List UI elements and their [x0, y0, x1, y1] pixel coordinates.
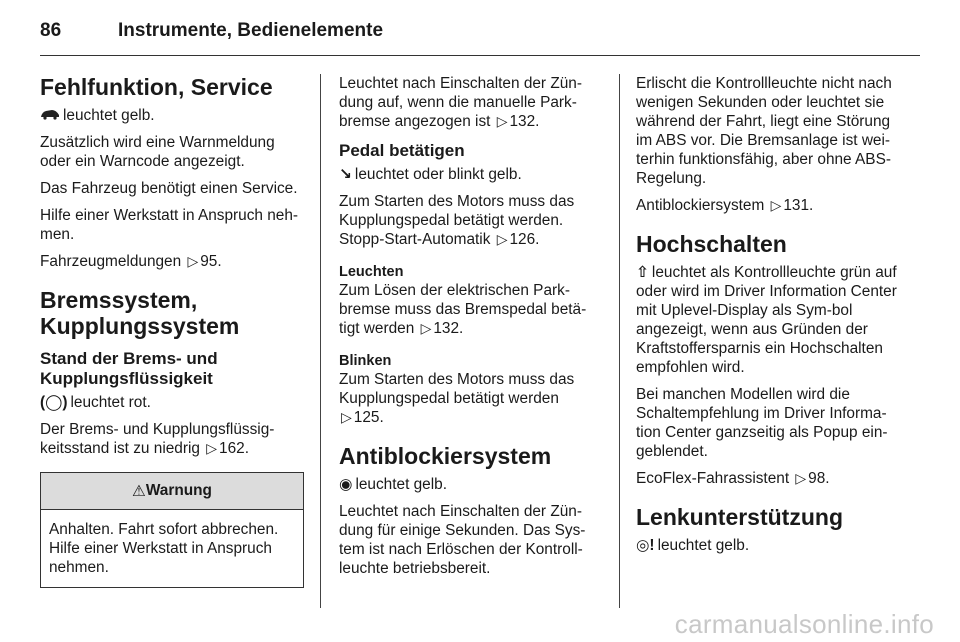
text: Stopp-Start-Automatik [339, 231, 491, 248]
page-ref-link[interactable]: 131. [783, 197, 814, 214]
warning-triangle-icon: ⚠ [132, 482, 146, 500]
page-ref-arrow-icon: ▷ [496, 113, 508, 129]
page-ref-arrow-icon: ▷ [187, 253, 199, 269]
page-ref-arrow-icon: ▷ [770, 197, 782, 213]
paragraph: Bei manchen Modellen wird die Schaltempfehlung im Driver Informa-tion Center ganzseitig als Popup ein-geblendet. [636, 386, 888, 460]
paragraph: Erlischt die Kontrollleuchte nicht nach wenigen Sekunden oder leuchtet sie während der Fahrt, liegt eine Störung im ABS vor. Die Bremsanlage ist wei-terhin funktionsfähig, aber ohne ABS-Regelung. [636, 75, 892, 187]
paragraph: Das Fahrzeug benötigt einen Service. [40, 180, 298, 197]
abs-indicator-line [339, 475, 603, 494]
paragraph [636, 196, 904, 215]
page-title: Instrumente, Bedienelemente [118, 20, 384, 41]
page-header [40, 20, 383, 50]
page-ref-arrow-icon: ▷ [206, 440, 218, 456]
paragraph [339, 370, 603, 427]
steering-warning-icon: ◎! [636, 537, 655, 554]
text: leuchtet gelb. [657, 537, 750, 554]
page-ref-arrow-icon: ▷ [496, 231, 508, 247]
warning-box [40, 472, 304, 588]
column-1 [40, 74, 304, 588]
paragraph: Leuchtet nach Einschalten der Zün-dung für einige Sekunden. Das Sys-tem ist nach Erlöschen der Kontroll-leuchte betriebsbereit. [339, 503, 586, 577]
subheading-blinken: Blinken [339, 353, 392, 369]
paragraph [339, 281, 603, 338]
page-ref-link[interactable]: 98. [808, 470, 830, 487]
heading-abs: Antiblockiersystem [339, 443, 552, 469]
paragraph [636, 469, 904, 488]
subheading-leuchten: Leuchten [339, 264, 404, 280]
text: Antiblockiersystem [636, 197, 765, 214]
paragraph: Zusätzlich wird eine Warnmeldung oder ein Warncode angezeigt. [40, 134, 275, 170]
paragraph [40, 252, 304, 271]
text: Der Brems- und Kupplungsflüssig-keitsstand ist zu niedrig [40, 421, 275, 457]
paragraph: Zum Starten des Motors muss das Kupplungspedal betätigt werden. [339, 193, 575, 229]
page-ref-link[interactable]: 162. [219, 440, 250, 457]
warning-title: Warnung [145, 482, 212, 499]
heading-hochschalten: Hochschalten [636, 231, 787, 257]
page-ref-link[interactable]: 125. [353, 409, 384, 426]
brake-warning-icon: (◯) [40, 394, 68, 411]
column-3 [636, 74, 904, 563]
paragraph: Hilfe einer Werkstatt in Anspruch neh-men. [40, 207, 299, 243]
page-ref-arrow-icon: ▷ [341, 409, 352, 425]
page-ref-link[interactable]: 126. [509, 231, 540, 248]
fehl-indicator-line [40, 106, 304, 125]
pedal-indicator-line [339, 165, 603, 184]
lenk-indicator-line [636, 536, 904, 555]
stand-indicator-line [40, 393, 304, 412]
page-ref-link[interactable]: 95. [200, 253, 222, 270]
service-car-icon [40, 106, 60, 125]
heading-stand: Stand der Brems- und Kupplungsflüssigkeit [40, 349, 218, 388]
page-number: 86 [40, 20, 62, 41]
column-divider [619, 74, 620, 608]
text: leuchtet gelb. [355, 476, 447, 493]
text: EcoFlex-Fahrassistent [636, 470, 790, 487]
heading-pedal: Pedal betätigen [339, 141, 465, 160]
watermark: carmanualsonline.info [674, 609, 934, 639]
abs-icon: ◉ [339, 476, 353, 493]
paragraph [339, 74, 603, 131]
text: leuchtet gelb. [63, 107, 155, 124]
page-ref-link[interactable]: 132. [433, 320, 464, 337]
page-ref-link[interactable]: 132. [509, 113, 540, 130]
column-divider [320, 74, 321, 608]
text: Leuchtet nach Einschalten der Zün-dung auf, wenn die manuelle Park-bremse angezogen ist [339, 75, 582, 130]
text: leuchtet rot. [70, 394, 151, 411]
paragraph [339, 230, 603, 249]
heading-bremssystem: Bremssystem, Kupplungssystem [40, 287, 240, 339]
warning-header [41, 473, 303, 510]
heading-fehlfunktion: Fehlfunktion, Service [40, 74, 273, 100]
text: Zum Lösen der elektrischen Park-bremse muss das Bremspedal betä-tigt werden [339, 282, 587, 337]
heading-lenkunterstuetzung: Lenkunterstützung [636, 504, 843, 530]
header-rule [40, 55, 920, 56]
paragraph [40, 420, 304, 458]
warning-body: Anhalten. Fahrt sofort abbrechen. Hilfe einer Werkstatt in Anspruch nehmen. [49, 521, 279, 576]
page-ref-arrow-icon: ▷ [795, 470, 807, 486]
paragraph [636, 263, 904, 377]
upshift-icon: ⇧ [636, 264, 649, 281]
text: leuchtet oder blinkt gelb. [354, 166, 522, 183]
column-2 [339, 74, 603, 586]
text: Zum Starten des Motors muss das Kupplungspedal betätigt werden [339, 371, 575, 407]
page-ref-arrow-icon: ▷ [420, 320, 432, 336]
pedal-icon: ↘ [339, 166, 352, 183]
text: leuchtet als Kontrollleuchte grün auf oder wird im Driver Information Center mit Uplevel-Display als Sym-bol angezeigt, wenn aus Gründen der Kraftstoffersparnis ein Hochschalten empfohlen wird. [636, 264, 897, 376]
text: Fahrzeugmeldungen [40, 253, 182, 270]
